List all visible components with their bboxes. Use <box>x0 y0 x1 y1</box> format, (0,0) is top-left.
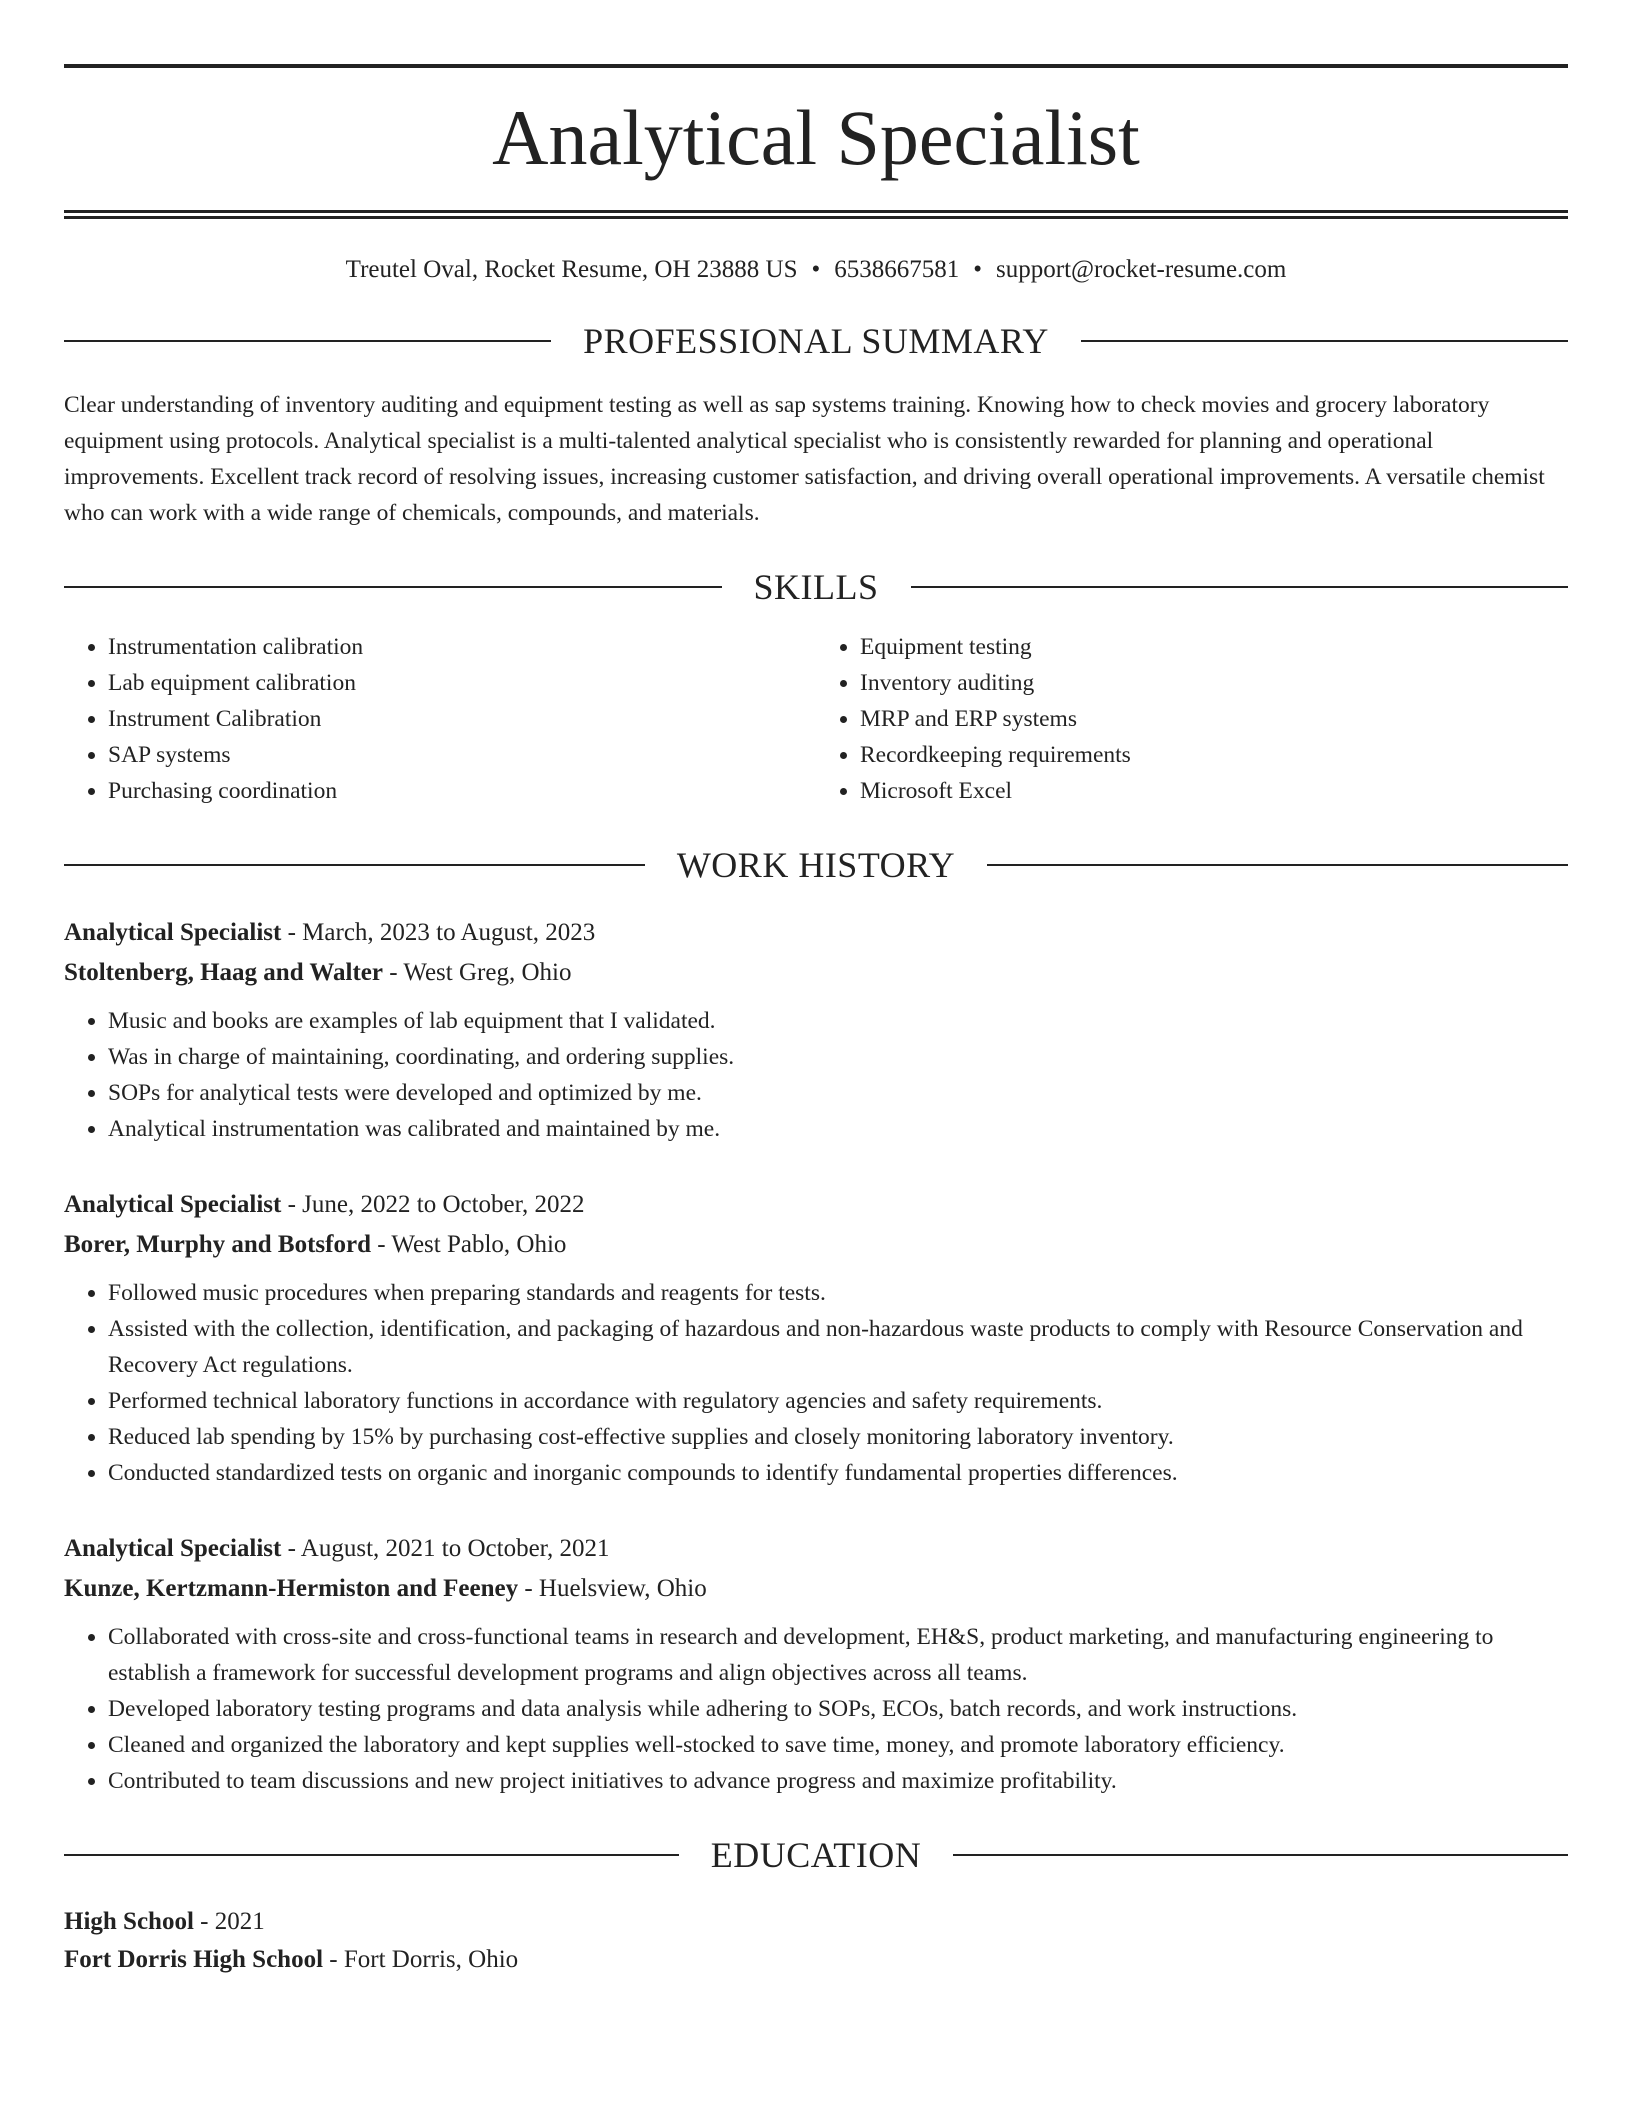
job-bullet: • Collaborated with cross-site and cross-functional teams in research and development, EH&S, product marketing, and manufacturing engineering to establish a framework for successful development programs and align objectives across all teams. <box>108 1619 1568 1691</box>
job-dates: - March, 2023 to August, 2023 <box>281 919 596 946</box>
skill-item: • Instrument Calibration <box>108 701 816 737</box>
job-title-line <box>64 1529 1568 1569</box>
section-rule-left <box>64 864 645 866</box>
job-company-line <box>64 1569 1568 1609</box>
job-bullet: • Assisted with the collection, identification, and packaging of hazardous and non-hazardous waste products to comply with Resource Conservation and Recovery Act regulations. <box>108 1311 1568 1383</box>
job-bullet: • Analytical instrumentation was calibrated and maintained by me. <box>108 1111 1568 1147</box>
contact-email[interactable]: support@rocket-resume.com <box>996 256 1287 283</box>
job-title: Analytical Specialist <box>64 1535 282 1562</box>
job-location: - West Greg, Ohio <box>382 959 572 986</box>
summary-section-header <box>64 321 1568 361</box>
job-entry <box>64 1185 1568 1491</box>
job-location: - West Pablo, Ohio <box>370 1231 567 1258</box>
job-company: Borer, Murphy and Botsford <box>64 1231 371 1258</box>
section-rule-right <box>1081 340 1568 342</box>
skills-column-left <box>64 629 816 809</box>
resume-page <box>64 0 1568 1979</box>
job-title-line <box>64 1185 1568 1225</box>
title-double-rule <box>64 210 1568 219</box>
education-heading: EDUCATION <box>710 1835 922 1875</box>
job-bullets <box>64 1619 1568 1799</box>
job-title-line <box>64 913 1568 953</box>
contact-separator: • <box>811 256 821 283</box>
job-bullet: • Reduced lab spending by 15% by purchasing cost-effective supplies and closely monitoring laboratory inventory. <box>108 1419 1568 1455</box>
job-entry <box>64 1529 1568 1799</box>
job-company: Stoltenberg, Haag and Walter <box>64 959 383 986</box>
job-entry <box>64 913 1568 1147</box>
job-bullet: • Contributed to team discussions and new project initiatives to advance progress and maximize profitability. <box>108 1763 1568 1799</box>
work-heading: WORK HISTORY <box>676 845 956 885</box>
contact-separator: • <box>973 256 983 283</box>
summary-text: Clear understanding of inventory auditing and equipment testing as well as sap systems training. Knowing how to check movies and grocery laboratory equipment using protocols. Analytical specialist is a multi-talented analytical specialist who is consistently rewarded for planning and operational improvements. Excellent track record of resolving issues, increasing customer satisfaction, and driving overall operational improvements. A versatile chemist who can work with a wide range of chemicals, compounds, and materials. <box>64 392 1545 526</box>
section-rule-left <box>64 340 551 342</box>
job-bullet: • Cleaned and organized the laboratory and kept supplies well-stocked to save time, money, and promote laboratory efficiency. <box>108 1727 1568 1763</box>
skill-item: • Purchasing coordination <box>108 773 816 809</box>
job-bullet: • Music and books are examples of lab equipment that I validated. <box>108 1003 1568 1039</box>
education-entry <box>64 1903 1568 1979</box>
skill-item: • Equipment testing <box>860 629 1568 665</box>
job-bullet: • Conducted standardized tests on organic and inorganic compounds to identify fundamental properties differences. <box>108 1455 1568 1491</box>
skills-list <box>64 629 1568 809</box>
job-title: Analytical Specialist <box>64 919 282 946</box>
job-title: Analytical Specialist <box>64 1191 282 1218</box>
summary-heading: PROFESSIONAL SUMMARY <box>583 321 1049 361</box>
education-location: - Fort Dorris, Ohio <box>323 1946 519 1973</box>
skills-section-header <box>64 567 1568 607</box>
education-school-line <box>64 1941 1568 1979</box>
contact-phone: 6538667581 <box>834 256 960 283</box>
job-dates: - August, 2021 to October, 2021 <box>281 1535 610 1562</box>
education-school: Fort Dorris High School <box>64 1946 324 1973</box>
skill-item: • SAP systems <box>108 737 816 773</box>
section-rule-right <box>953 1854 1568 1856</box>
job-location: - Huelsview, Ohio <box>518 1575 707 1602</box>
section-rule-left <box>64 586 722 588</box>
job-bullet: • Developed laboratory testing programs and data analysis while adhering to SOPs, ECOs, batch records, and work instructions. <box>108 1691 1568 1727</box>
job-company: Kunze, Kertzmann-Hermiston and Feeney <box>64 1575 519 1602</box>
skill-item: • Lab equipment calibration <box>108 665 816 701</box>
skill-item: • MRP and ERP systems <box>860 701 1568 737</box>
job-company-line <box>64 1225 1568 1265</box>
contact-address: Treutel Oval, Rocket Resume, OH 23888 US <box>345 256 798 283</box>
education-year: - 2021 <box>193 1908 265 1935</box>
skill-item: • Microsoft Excel <box>860 773 1568 809</box>
skill-item: • Inventory auditing <box>860 665 1568 701</box>
section-rule-right <box>911 586 1569 588</box>
section-rule-right <box>987 864 1568 866</box>
skill-item: • Instrumentation calibration <box>108 629 816 665</box>
job-company-line <box>64 953 1568 993</box>
resume-title: Analytical Specialist <box>492 94 1140 181</box>
top-rule <box>64 64 1568 68</box>
education-degree-line <box>64 1903 1568 1941</box>
job-bullet: • Followed music procedures when preparing standards and reagents for tests. <box>108 1275 1568 1311</box>
skills-heading: SKILLS <box>753 567 879 607</box>
job-bullet: • Was in charge of maintaining, coordinating, and ordering supplies. <box>108 1039 1568 1075</box>
education-degree: High School <box>64 1908 194 1935</box>
skills-column-right <box>816 629 1568 809</box>
job-bullet: • Performed technical laboratory functions in accordance with regulatory agencies and safety requirements. <box>108 1383 1568 1419</box>
contact-line <box>64 255 1568 285</box>
section-rule-left <box>64 1854 679 1856</box>
education-section-header <box>64 1835 1568 1875</box>
job-bullets <box>64 1275 1568 1491</box>
job-bullet: • SOPs for analytical tests were developed and optimized by me. <box>108 1075 1568 1111</box>
job-bullets <box>64 1003 1568 1147</box>
work-section-header <box>64 845 1568 885</box>
job-dates: - June, 2022 to October, 2022 <box>281 1191 585 1218</box>
skill-item: • Recordkeeping requirements <box>860 737 1568 773</box>
